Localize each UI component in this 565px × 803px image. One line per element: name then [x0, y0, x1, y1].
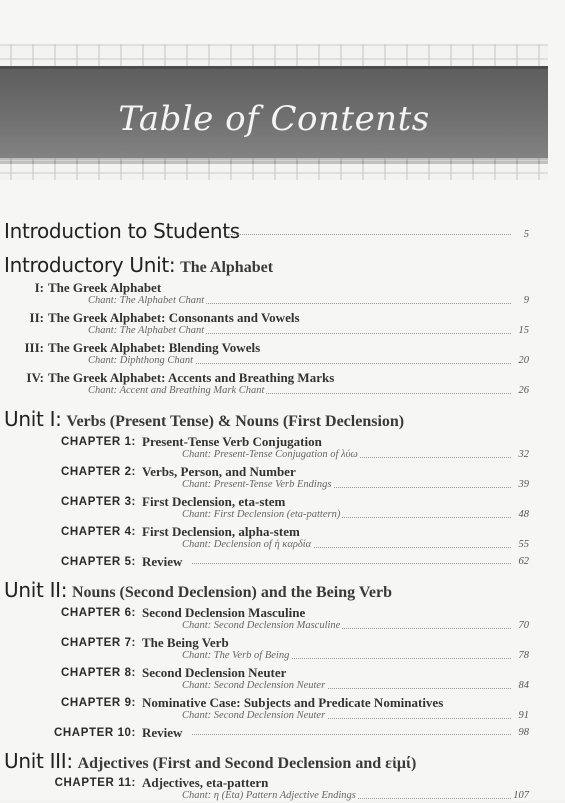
chant-row: [4, 295, 529, 308]
page-number[interactable]: 55: [518, 538, 529, 550]
chapter-label: CHAPTER 3:: [60, 495, 136, 508]
greek-key-border-bottom: [0, 158, 548, 180]
lesson-label: IV:: [26, 369, 44, 385]
section-heading: [4, 254, 529, 278]
page-title: Table of Contents: [118, 99, 430, 139]
section-heading: [4, 750, 529, 774]
chant-text: Chant: Second Declension Masculine: [182, 619, 341, 631]
chapter-label: CHAPTER 11:: [54, 777, 136, 790]
page-number[interactable]: 70: [518, 619, 529, 631]
table-of-contents: [4, 210, 529, 803]
title-banner: [0, 66, 548, 164]
chapter-title[interactable]: Nominative Case: Subjects and Predicate Nominatives: [142, 694, 444, 710]
chapter-label: CHAPTER 10:: [53, 726, 136, 739]
chant-text: Chant: Present-Tense Conjugation of λύω: [182, 448, 358, 460]
chapter-title[interactable]: Present-Tense Verb Conjugation: [142, 433, 322, 449]
chant-row: [4, 790, 529, 803]
chapter-label: CHAPTER 8:: [60, 666, 136, 679]
leader-dots: [226, 234, 511, 235]
chant-text: Chant: Diphthong Chant: [88, 354, 194, 366]
chant-text: Chant: The Alphabet Chant: [88, 324, 205, 336]
chapter-label: CHAPTER 2:: [60, 465, 136, 478]
chapter-title[interactable]: Review: [142, 724, 183, 740]
chapter-label: CHAPTER 7:: [60, 636, 136, 649]
lesson-title[interactable]: The Greek Alphabet: Accents and Breathing Marks: [48, 369, 335, 385]
chant-row: [4, 509, 529, 522]
chant-row: [4, 539, 529, 552]
chapter-title[interactable]: Second Declension Neuter: [142, 664, 287, 680]
chant-row: [4, 710, 529, 723]
chant-text: Chant: Declension of ἡ καρδία: [182, 538, 312, 550]
page-number[interactable]: 15: [518, 324, 529, 336]
chapter-title[interactable]: Second Declension Masculine: [142, 604, 306, 620]
toc-entry[interactable]: [4, 552, 529, 569]
chant-text: Chant: Present-Tense Verb Endings: [182, 478, 332, 490]
chant-row: [4, 680, 529, 693]
page-number[interactable]: 62: [518, 555, 529, 567]
chapter-title[interactable]: Review: [142, 553, 183, 569]
chapter-title[interactable]: First Declension, alpha-stem: [142, 523, 300, 539]
chant-row: [4, 385, 529, 398]
section-heading-title: Adjectives (First and Second Declension and εἰμί): [77, 754, 417, 772]
chapter-label: CHAPTER 5:: [60, 555, 136, 568]
chant-text: Chant: First Declension (eta-pattern): [182, 508, 341, 520]
section-heading-label: Unit I:: [4, 406, 62, 431]
chant-row: [4, 449, 529, 462]
section-heading-title: The Alphabet: [180, 258, 274, 276]
page-number[interactable]: 48: [518, 508, 529, 520]
chant-text: Chant: Accent and Breathing Mark Chant: [88, 384, 265, 396]
toc-entry[interactable]: [4, 773, 529, 790]
toc-entry[interactable]: [4, 368, 529, 385]
section-heading-title: Nouns (Second Declension) and the Being Verb: [71, 583, 393, 601]
chapter-title[interactable]: Adjectives, eta-pattern: [142, 775, 269, 791]
page-number[interactable]: 91: [518, 709, 529, 721]
page-number[interactable]: 107: [513, 790, 529, 802]
toc-entry[interactable]: [4, 462, 529, 479]
page-number[interactable]: 98: [518, 726, 529, 738]
section-heading: [4, 408, 529, 432]
chant-text: Chant: The Alphabet Chant: [88, 294, 205, 306]
page-number[interactable]: 9: [523, 294, 529, 306]
section-heading-title: Verbs (Present Tense) & Nouns (First Declension): [66, 412, 405, 430]
greek-key-border-top: [0, 44, 548, 66]
lesson-label: I:: [34, 279, 44, 295]
section-heading-label: Unit II:: [4, 577, 68, 602]
page-number[interactable]: 78: [518, 649, 529, 661]
lesson-label: II:: [29, 309, 44, 325]
section-heading-label: Introductory Unit:: [4, 252, 176, 277]
leader-dots: [192, 734, 511, 735]
chapter-title[interactable]: Verbs, Person, and Number: [142, 463, 296, 479]
toc-entry[interactable]: [4, 633, 529, 650]
toc-entry[interactable]: [4, 338, 529, 355]
page-number[interactable]: 5: [523, 229, 529, 240]
page-number[interactable]: 32: [518, 448, 529, 460]
toc-entry[interactable]: [4, 432, 529, 449]
lesson-title[interactable]: The Greek Alphabet: [48, 279, 162, 295]
chapter-title[interactable]: The Being Verb: [142, 634, 229, 650]
toc-entry[interactable]: [4, 723, 529, 740]
page-number[interactable]: 39: [518, 478, 529, 490]
chapter-label: CHAPTER 1:: [60, 435, 136, 448]
page-number[interactable]: 20: [518, 354, 529, 366]
toc-entry[interactable]: [4, 278, 529, 295]
chant-row: [4, 355, 529, 368]
section-heading-label: Unit III:: [4, 748, 73, 773]
toc-entry[interactable]: [4, 693, 529, 710]
chapter-label: CHAPTER 4:: [60, 525, 136, 538]
chant-row: [4, 325, 529, 338]
chapter-label: CHAPTER 6:: [60, 606, 136, 619]
lesson-title[interactable]: The Greek Alphabet: Consonants and Vowels: [48, 309, 300, 325]
section-heading: [4, 220, 529, 244]
chapter-label: CHAPTER 9:: [60, 696, 136, 709]
page-number[interactable]: 84: [518, 679, 529, 691]
chapter-title[interactable]: First Declension, eta-stem: [142, 493, 286, 509]
chant-text: Chant: Second Declension Neuter: [182, 709, 326, 721]
chant-row: [4, 479, 529, 492]
section-heading: [4, 579, 529, 603]
toc-entry[interactable]: [4, 492, 529, 509]
page-number[interactable]: 26: [518, 384, 529, 396]
toc-entry[interactable]: [4, 308, 529, 325]
chant-text: Chant: The Verb of Being: [182, 649, 290, 661]
chant-text: Chant: Second Declension Neuter: [182, 679, 326, 691]
toc-entry[interactable]: [4, 603, 529, 620]
toc-entry[interactable]: [4, 522, 529, 539]
chant-row: [4, 650, 529, 663]
chant-text: Chant: η (Eta) Pattern Adjective Endings: [182, 790, 356, 802]
chant-row: [4, 620, 529, 633]
lesson-label: III:: [24, 339, 44, 355]
leader-dots: [192, 563, 511, 564]
section-heading-label: Introduction to Students: [4, 219, 240, 243]
lesson-title[interactable]: The Greek Alphabet: Blending Vowels: [48, 339, 261, 355]
toc-entry[interactable]: [4, 663, 529, 680]
